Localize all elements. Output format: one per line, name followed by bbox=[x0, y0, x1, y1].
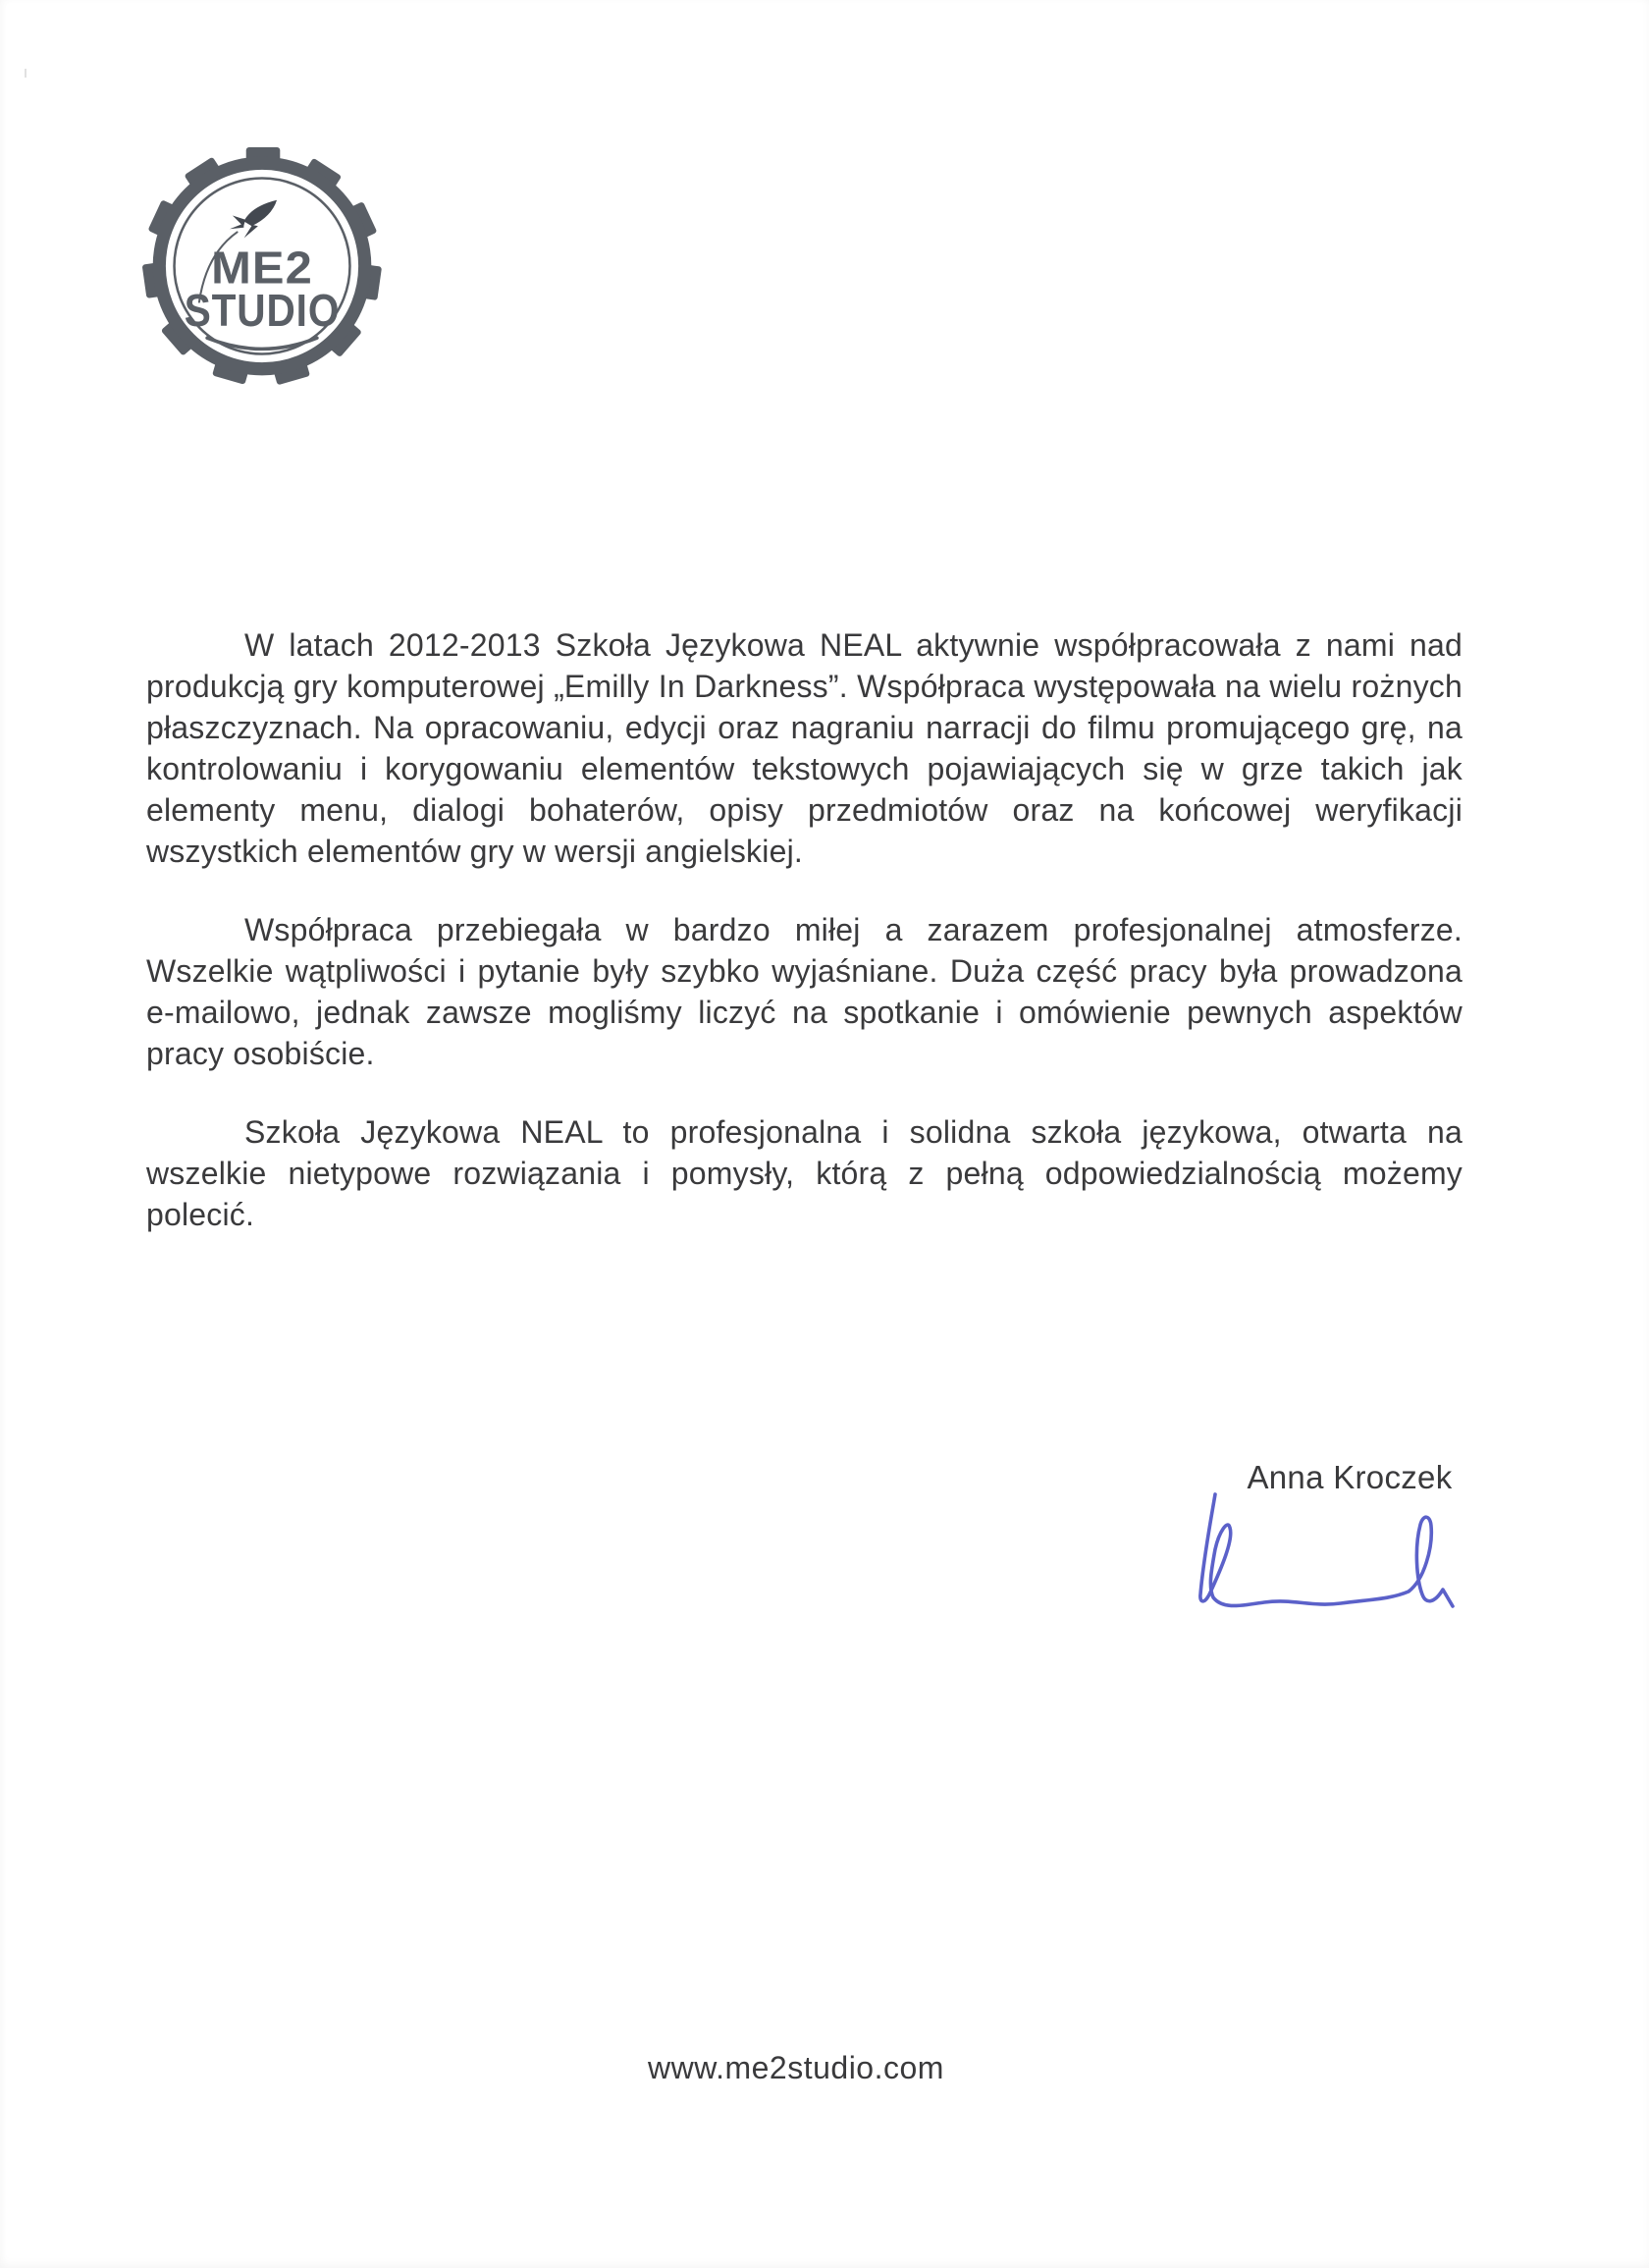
signer-name: Anna Kroczek bbox=[1247, 1459, 1453, 1495]
letter-body bbox=[146, 624, 1463, 1272]
logo-text-studio: STUDIO bbox=[184, 285, 341, 336]
logo-text-me2: ME2 bbox=[211, 242, 313, 294]
scan-artifact-speck bbox=[25, 69, 27, 78]
me2studio-logo-graphic bbox=[142, 145, 382, 387]
me2studio-logo bbox=[142, 145, 382, 387]
paragraph-1: W latach 2012-2013 Szkoła Językowa NEAL aktywnie współpracowała z nami nad produkcją gry komputerowej „Emilly In Darkness”. Współpraca występowała na wielu rożnych płaszczyznach. Na opracowaniu, edycji oraz nagraniu narracji do filmu promującego grę, na kontrolowaniu i korygowaniu elementów tekstowych pojawiających się w grze takich jak elementy menu, dialogi bohaterów, opisy przedmiotów oraz na końcowej weryfikacji wszystkich elementów gry w wersji angielskiej. bbox=[146, 627, 1463, 869]
website-url: www.me2studio.com bbox=[648, 2050, 944, 2085]
paragraph-2: Współpraca przebiegała w bardzo miłej a zarazem profesjonalnej atmosferze. Wszelkie wątpliwości i pytanie były szybko wyjaśniane. Duża część pracy była prowadzona e-mailowo, jednak zawsze mogliśmy liczyć na spotkanie i omówienie pewnych aspektów pracy osobiście. bbox=[146, 912, 1463, 1071]
handwritten-signature bbox=[1186, 1488, 1480, 1626]
signature-stroke bbox=[1200, 1494, 1453, 1606]
paragraph-3: Szkoła Językowa NEAL to profesjonalna i solidna szkoła językowa, otwarta na wszelkie nietypowe rozwiązania i pomysły, którą z pełną odpowiedzialnością możemy polecić. bbox=[146, 1114, 1463, 1232]
